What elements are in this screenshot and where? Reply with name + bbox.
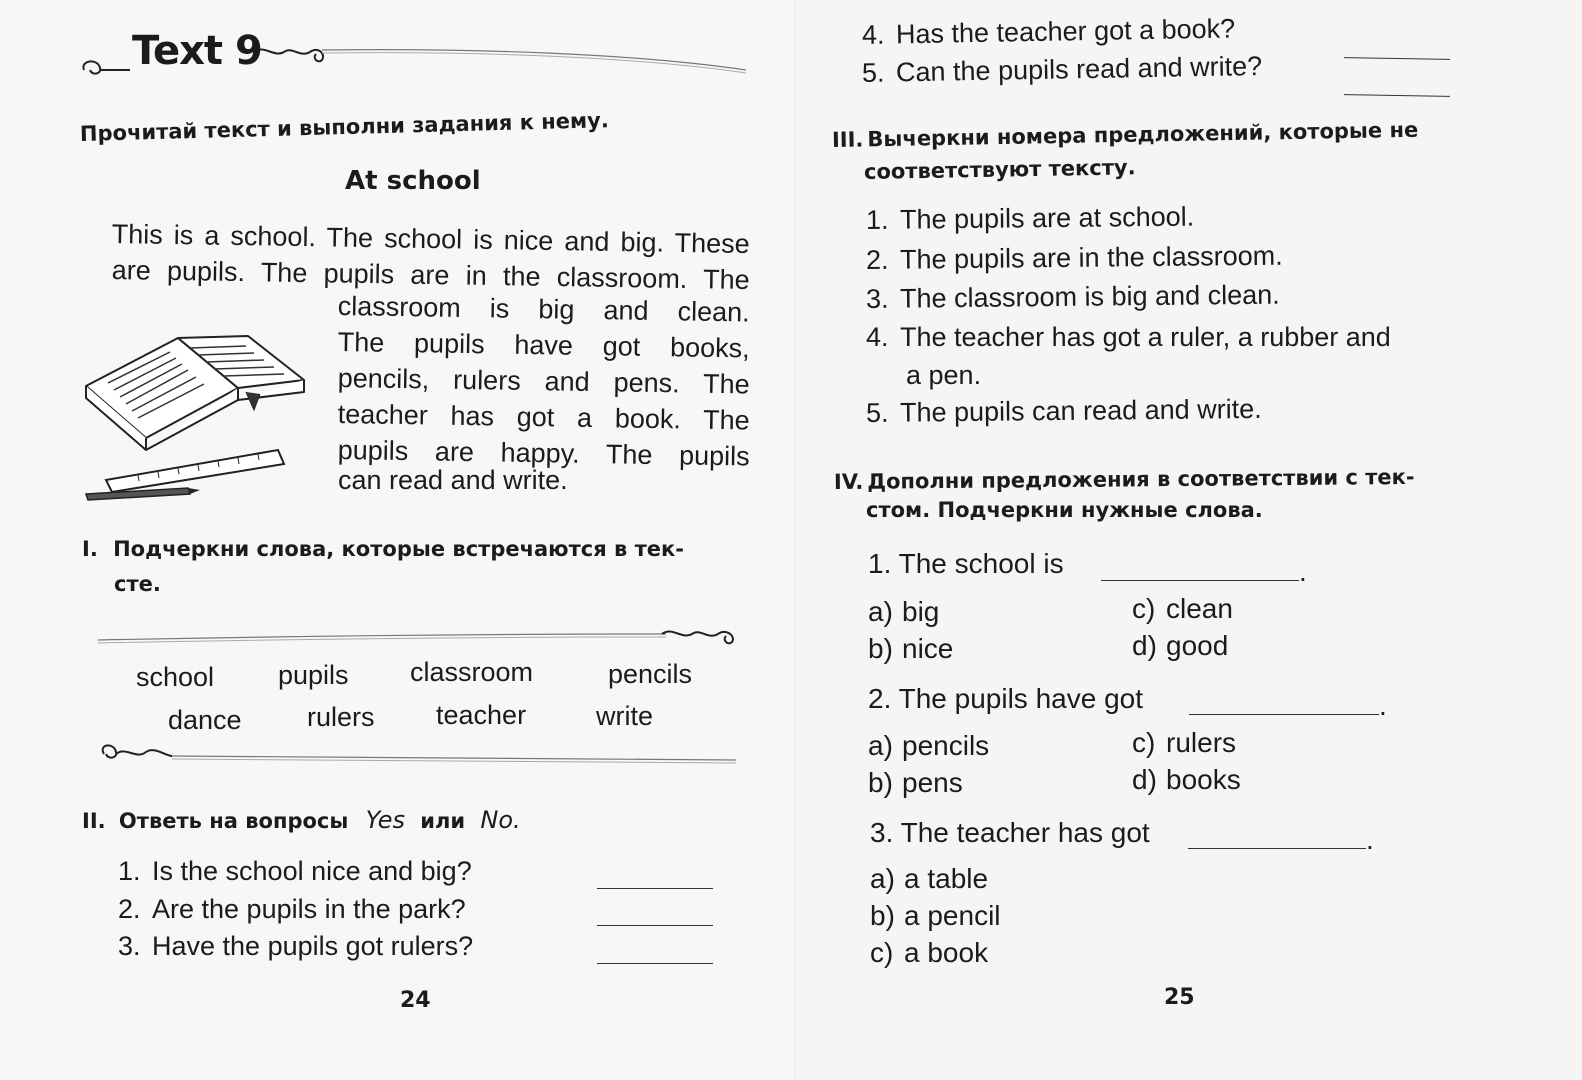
sentence-4[interactable] bbox=[866, 322, 1496, 353]
completion-1-blank[interactable] bbox=[1101, 578, 1299, 581]
word-pencils[interactable]: pencils bbox=[608, 659, 693, 689]
task3-instruction bbox=[832, 116, 1494, 152]
answer-blank-3[interactable] bbox=[597, 961, 713, 964]
sentence-3[interactable] bbox=[866, 280, 1280, 315]
answer-blank-5[interactable] bbox=[1344, 92, 1450, 97]
book-ruler-pencil-illustration bbox=[78, 328, 310, 503]
option-2a[interactable] bbox=[868, 730, 989, 762]
word-rulers[interactable]: rulers bbox=[307, 702, 375, 732]
answer-blank-2[interactable] bbox=[597, 923, 713, 926]
sentence-text: The pupils are at school. bbox=[899, 201, 1195, 235]
question-text: Has the teacher got a book? bbox=[895, 13, 1236, 50]
option-1a[interactable] bbox=[868, 596, 939, 628]
option-text: good bbox=[1166, 630, 1229, 661]
option-1c[interactable] bbox=[1132, 593, 1233, 625]
word-teacher[interactable]: teacher bbox=[436, 700, 527, 730]
question-text: Have the pupils got rulers? bbox=[152, 931, 474, 961]
completion-1-end: . bbox=[1299, 556, 1307, 587]
task1-text-cont: сте. bbox=[114, 572, 161, 596]
option-text: clean bbox=[1166, 593, 1233, 624]
option-2d[interactable] bbox=[1132, 764, 1241, 796]
question-text: Is the school nice and big? bbox=[152, 856, 472, 886]
story-line-1: This is a school. The school is nice and big. These bbox=[111, 218, 750, 260]
option-letter: b) bbox=[870, 900, 895, 931]
option-2c[interactable] bbox=[1132, 727, 1236, 759]
option-letter: a) bbox=[868, 730, 893, 761]
sentence-1[interactable] bbox=[866, 202, 1194, 236]
option-1d[interactable] bbox=[1132, 630, 1228, 662]
sentence-number: 3. bbox=[865, 283, 889, 314]
option-text: pencils bbox=[902, 730, 990, 761]
option-letter: c) bbox=[870, 937, 894, 968]
option-letter: b) bbox=[868, 633, 893, 664]
option-3a[interactable] bbox=[870, 863, 988, 895]
story-line-5: pencils, rulers and pens. The bbox=[337, 362, 750, 400]
completion-3-end: . bbox=[1366, 824, 1374, 855]
task2-label: II. bbox=[82, 809, 106, 833]
question-number: 5. bbox=[861, 57, 885, 88]
story-line-4: The pupils have got books, bbox=[337, 326, 750, 364]
right-page bbox=[796, 0, 1582, 1080]
word-write[interactable]: write bbox=[596, 701, 654, 731]
word-box-top-border bbox=[96, 620, 744, 650]
task2-instruction bbox=[82, 806, 521, 834]
completion-stem-text: 3. The teacher has got bbox=[870, 817, 1150, 848]
answer-blank-4[interactable] bbox=[1344, 55, 1450, 60]
question-text: Are the pupils in the park? bbox=[152, 894, 466, 924]
task4-label: IV. bbox=[833, 469, 864, 494]
answer-blank-1[interactable] bbox=[597, 886, 713, 889]
question-1 bbox=[118, 856, 472, 887]
question-number: 3. bbox=[118, 931, 141, 961]
task3-label: III. bbox=[831, 127, 864, 152]
option-text: a table bbox=[904, 863, 989, 894]
option-2b[interactable] bbox=[868, 767, 963, 799]
word-school[interactable]: school bbox=[136, 662, 215, 692]
sentence-text: The pupils can read and write. bbox=[899, 393, 1262, 428]
option-3c[interactable] bbox=[870, 937, 988, 969]
option-text: rulers bbox=[1166, 727, 1237, 758]
option-3b[interactable] bbox=[870, 900, 1001, 932]
option-1b[interactable] bbox=[868, 633, 953, 665]
option-letter: a) bbox=[870, 863, 895, 894]
reading-instruction: Прочитай текст и выполни задания к нему. bbox=[79, 108, 610, 146]
task3-text-cont: соответствуют тексту. bbox=[863, 155, 1136, 184]
option-text: nice bbox=[902, 633, 954, 664]
completion-stem-text: 1. The school is bbox=[868, 548, 1064, 579]
completion-1-stem bbox=[868, 548, 1064, 580]
option-text: a book bbox=[904, 937, 989, 968]
word-dance[interactable]: dance bbox=[168, 705, 242, 735]
word-box-bottom-border bbox=[96, 738, 744, 768]
story-line-3: classroom is big and clean. bbox=[337, 290, 750, 328]
question-number: 1. bbox=[118, 856, 141, 886]
sentence-4-cont: a pen. bbox=[906, 360, 982, 390]
question-3 bbox=[118, 931, 473, 962]
sentence-5[interactable] bbox=[866, 394, 1262, 429]
completion-3-blank[interactable] bbox=[1188, 846, 1366, 849]
task4-text: Дополни предложения в соответствии с тек- bbox=[867, 464, 1415, 494]
task2-or: или bbox=[420, 809, 466, 833]
story-line-8: can read and write. bbox=[338, 465, 568, 495]
completion-2-blank[interactable] bbox=[1189, 712, 1379, 715]
story-line-2: are pupils. The pupils are in the classroom. The bbox=[111, 254, 750, 296]
question-number: 2. bbox=[118, 894, 141, 924]
story-line-6: teacher has got a book. The bbox=[337, 398, 750, 436]
question-2 bbox=[118, 894, 466, 925]
sentence-number: 2. bbox=[865, 244, 889, 275]
option-letter: d) bbox=[1132, 630, 1157, 661]
option-letter: a) bbox=[868, 596, 893, 627]
sentence-number: 4. bbox=[866, 322, 889, 352]
question-text: Can the pupils read and write? bbox=[895, 51, 1263, 88]
option-text: big bbox=[902, 596, 940, 627]
option-letter: d) bbox=[1132, 764, 1157, 795]
completion-3-stem bbox=[870, 817, 1150, 849]
sentence-text: The classroom is big and clean. bbox=[899, 279, 1280, 314]
task4-instruction bbox=[834, 465, 1415, 494]
task2-text: Ответь на вопросы bbox=[118, 809, 349, 833]
sentence-2[interactable] bbox=[866, 241, 1283, 276]
sentence-number: 1. bbox=[865, 204, 889, 235]
task1-instruction bbox=[82, 537, 684, 561]
completion-2-end: . bbox=[1379, 690, 1387, 721]
option-letter: c) bbox=[1132, 727, 1156, 758]
task2-no: No. bbox=[480, 806, 521, 834]
option-letter: c) bbox=[1132, 593, 1156, 624]
option-letter: b) bbox=[868, 767, 893, 798]
task4-text-cont: стом. Подчеркни нужные слова. bbox=[866, 498, 1263, 522]
task3-text: Вычеркни номера предложений, которые не bbox=[867, 117, 1419, 152]
question-number: 4. bbox=[861, 19, 885, 50]
task1-text: Подчеркни слова, которые встречаются в тек- bbox=[113, 537, 684, 561]
completion-2-stem bbox=[868, 683, 1143, 715]
sentence-number: 5. bbox=[865, 397, 889, 428]
question-5 bbox=[862, 51, 1263, 89]
page-number-left: 24 bbox=[400, 988, 431, 1013]
story-line-7: pupils are happy. The pupils bbox=[337, 434, 750, 472]
page-number-right: 25 bbox=[1164, 985, 1195, 1010]
option-text: books bbox=[1166, 764, 1241, 795]
task2-yes: Yes bbox=[365, 806, 405, 834]
sentence-text: The teacher has got a ruler, a rubber and bbox=[900, 322, 1391, 352]
option-text: a pencil bbox=[904, 900, 1001, 931]
word-pupils[interactable]: pupils bbox=[278, 660, 349, 690]
word-classroom[interactable]: classroom bbox=[410, 657, 534, 687]
completion-stem-text: 2. The pupils have got bbox=[868, 683, 1144, 714]
task1-label: I. bbox=[82, 537, 98, 561]
story-title: At school bbox=[345, 166, 481, 196]
option-text: pens bbox=[902, 767, 963, 798]
page-title: Text 9 bbox=[132, 28, 262, 74]
sentence-text: The pupils are in the classroom. bbox=[899, 240, 1283, 275]
question-4 bbox=[862, 13, 1236, 51]
